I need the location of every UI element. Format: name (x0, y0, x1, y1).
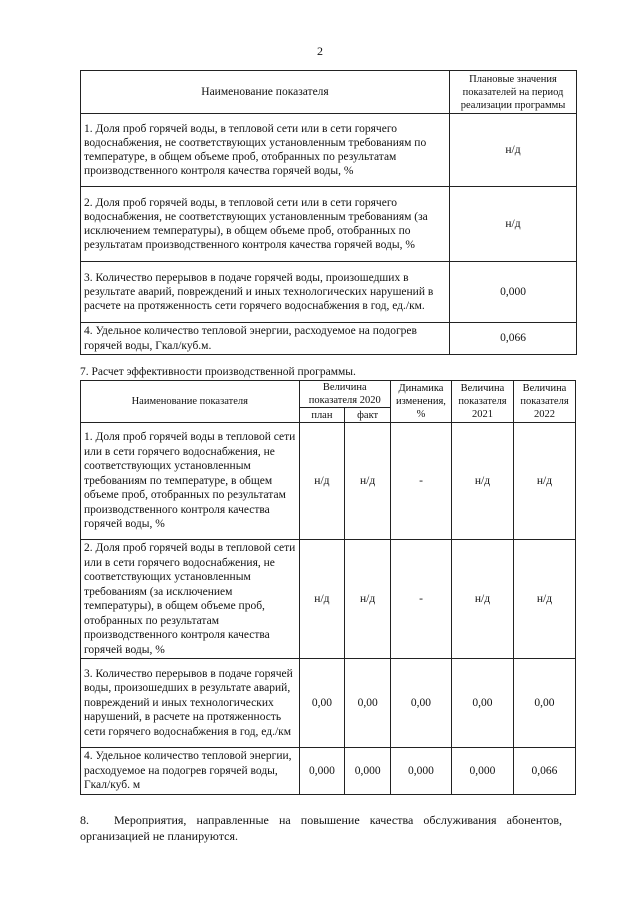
value-2021: н/д (451, 423, 513, 540)
indicator-value: 0,000 (450, 262, 577, 323)
column-header-value-2020: Величина показателя 2020 (299, 381, 390, 408)
indicator-value: 0,066 (450, 323, 577, 355)
dynamics-value: - (391, 423, 452, 540)
table-row (81, 748, 576, 795)
value-2021: 0,00 (451, 659, 513, 748)
plan-value: н/д (299, 423, 345, 540)
indicator-name: 4. Удельное количество тепловой энергии, расходуемое на подогрев горячей воды, Гкал/куб. м (81, 748, 300, 795)
value-2022: 0,066 (513, 748, 575, 795)
column-header-planned: Плановые значения показателей на период реализации программы (450, 71, 577, 114)
column-header-plan: план (299, 408, 345, 423)
column-header-value-2021: Величина показателя 2021 (451, 381, 513, 423)
page-number: 2 (317, 44, 323, 58)
plan-value: н/д (299, 540, 345, 659)
section-8-text: Мероприятия, направленные на повышение качества обслуживания абонентов, организацией не планируются. (80, 813, 562, 843)
efficiency-table (80, 380, 576, 795)
table-row (81, 187, 577, 262)
value-2021: 0,000 (451, 748, 513, 795)
fact-value: 0,00 (345, 659, 391, 748)
table-row (81, 262, 577, 323)
indicator-value: н/д (450, 187, 577, 262)
value-2022: 0,00 (513, 659, 575, 748)
table-row (81, 323, 577, 355)
table-header-row (81, 71, 577, 114)
value-2022: н/д (513, 423, 575, 540)
section-7-title: 7. Расчет эффективности производственной программы. (80, 366, 356, 378)
section-8-number: 8. (80, 813, 89, 827)
indicator-name: 1. Доля проб горячей воды в тепловой сети или в сети горячего водоснабжения, не соответствующих установленным требованиям по температуре, в общем объеме проб, отобранных по результатам производственного контроля качества горячей воды, % (81, 423, 300, 540)
planned-indicators-table (80, 70, 577, 355)
indicator-value: н/д (450, 114, 577, 187)
value-2022: н/д (513, 540, 575, 659)
table-row (81, 114, 577, 187)
column-header-name: Наименование показателя (81, 381, 300, 423)
indicator-name: 2. Доля проб горячей воды, в тепловой сети или в сети горячего водоснабжения, не соответствующих установленным требованиям (за исключением температуры), в общем объеме проб, отобранных по результатам производственного контроля качества горячей воды, % (81, 187, 450, 262)
fact-value: 0,000 (345, 748, 391, 795)
indicator-name: 1. Доля проб горячей воды, в тепловой сети или в сети горячего водоснабжения, не соответствующих установленным требованиям по температуре, в общем объеме проб, отобранных по результатам производственного контроля качества горячей воды, % (81, 114, 450, 187)
table-row (81, 659, 576, 748)
column-header-name: Наименование показателя (81, 71, 450, 114)
table-row (81, 540, 576, 659)
column-header-dynamics: Динамика изменения, % (391, 381, 452, 423)
column-header-fact: факт (345, 408, 391, 423)
dynamics-value: - (391, 540, 452, 659)
dynamics-value: 0,000 (391, 748, 452, 795)
indicator-name: 2. Доля проб горячей воды в тепловой сети или в сети горячего водоснабжения, не соответствующих установленным требованиям (за исключением температуры), в общем объеме проб, отобранных по результатам производственного контроля качества горячей воды, % (81, 540, 300, 659)
indicator-name: 3. Количество перерывов в подаче горячей воды, произошедших в результате аварий, повреждений и иных технологических нарушений, в расчете на протяженность сети горячего водоснабжения в год, ед./км (81, 659, 300, 748)
value-2021: н/д (451, 540, 513, 659)
fact-value: н/д (345, 423, 391, 540)
indicator-name: 3. Количество перерывов в подаче горячей воды, произошедших в результате аварий, повреждений и иных технологических нарушений в расчете на протяженность сети горячего водоснабжения в год, ед./км. (81, 262, 450, 323)
column-header-value-2022: Величина показателя 2022 (513, 381, 575, 423)
table-header-row (81, 381, 576, 408)
dynamics-value: 0,00 (391, 659, 452, 748)
fact-value: н/д (345, 540, 391, 659)
section-8-paragraph (80, 812, 562, 844)
plan-value: 0,00 (299, 659, 345, 748)
plan-value: 0,000 (299, 748, 345, 795)
table-row (81, 423, 576, 540)
indicator-name: 4. Удельное количество тепловой энергии, расходуемое на подогрев горячей воды, Гкал/куб.м. (81, 323, 450, 355)
